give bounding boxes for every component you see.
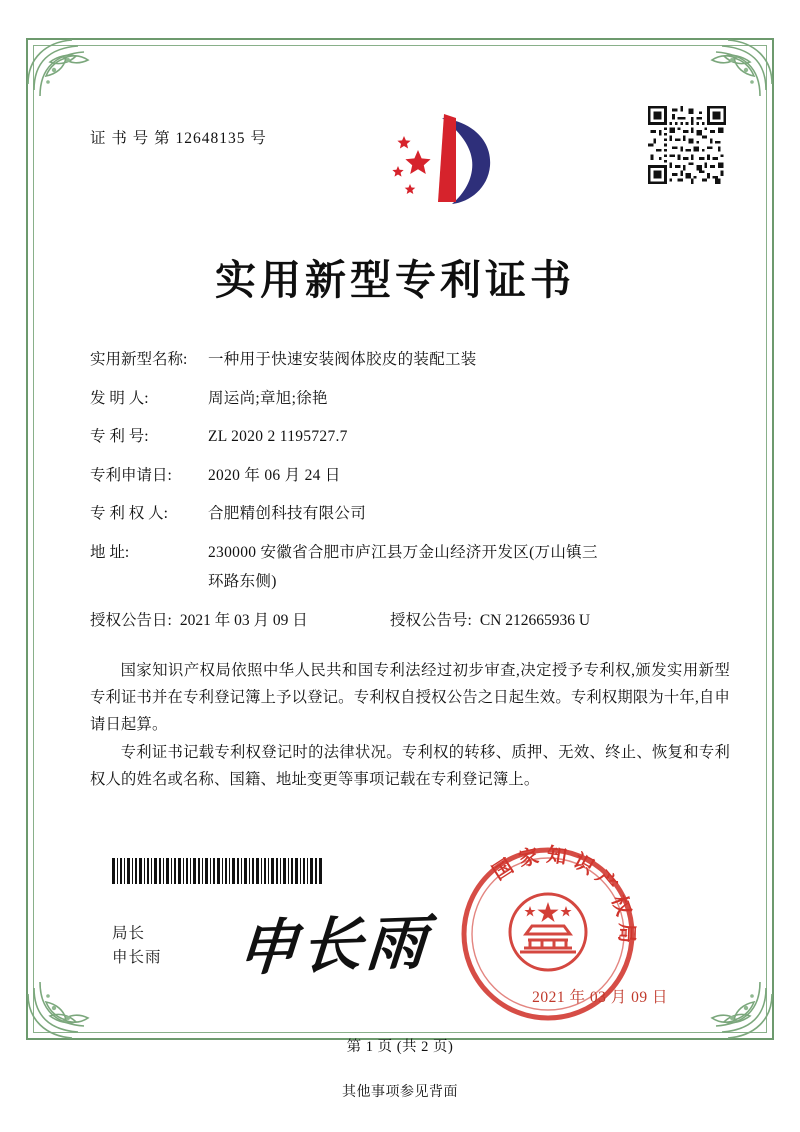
- qr-code-icon: [648, 106, 726, 189]
- field-label: 地 址:: [90, 543, 130, 561]
- field-list: [90, 352, 730, 628]
- paragraph-2: 专利证书记载专利权登记时的法律状况。专利权的转移、质押、无效、终止、恢复和专利权人的姓名或名称、国籍、地址变更等事项记载在专利登记簿上。: [90, 744, 730, 789]
- field-application-date: [90, 468, 730, 484]
- seal-date: 2021 年 03 月 09 日: [532, 989, 668, 1006]
- grant-date-value: 2021 年 03 月 09 日: [179, 611, 308, 629]
- field-address: [90, 545, 730, 590]
- field-value: 周运尚;章旭;徐艳: [208, 389, 328, 407]
- grant-number-value: CN 212665936 U: [479, 611, 591, 629]
- field-value: 2020 年 06 月 24 日: [208, 466, 341, 484]
- director-role-label: 局长: [112, 925, 146, 942]
- address-line-1: 230000 安徽省合肥市庐江县万金山经济开发区(万山镇三: [208, 543, 598, 561]
- address-line-2: 环路东侧): [208, 573, 277, 590]
- field-utility-model-name: [90, 352, 730, 368]
- page-number: 第 1 页 (共 2 页): [346, 1039, 454, 1055]
- field-value: 合肥精创科技有限公司: [208, 505, 367, 522]
- field-label: 专利申请日:: [90, 466, 172, 484]
- legal-text: [90, 658, 730, 794]
- cnipa-logo-icon: [382, 106, 502, 221]
- field-value: ZL 2020 2 1195727.7: [208, 428, 348, 445]
- field-value: [208, 545, 730, 590]
- certificate-content: [90, 110, 730, 796]
- handwritten-signature: 申长雨: [234, 907, 433, 985]
- director-block: [112, 922, 162, 970]
- field-label: 发 明 人:: [90, 389, 149, 407]
- certificate-number: 证 书 号 第 12648135 号: [90, 130, 267, 147]
- director-name: 申长雨: [112, 949, 162, 967]
- svg-text:国家知识产权局: 国家知识产权局: [487, 842, 640, 950]
- field-value: 一种用于快速安装阀体胶皮的装配工装: [208, 351, 477, 368]
- page-title: 实用新型专利证书: [215, 256, 575, 304]
- header-row: [90, 110, 730, 221]
- footer-note: 其他事项参见背面: [342, 1085, 458, 1100]
- grant-number-label: 授权公告号:: [390, 611, 472, 629]
- field-patentee: [90, 506, 730, 522]
- field-grant-row: [90, 613, 730, 629]
- paragraph-1: 国家知识产权局依照中华人民共和国专利法经过初步审查,决定授予专利权,颁发实用新型专利证书并在专利登记簿上予以登记。专利权自授权公告之日起生效。专利权期限为十年,自申请日起算。: [90, 662, 730, 733]
- field-inventors: [90, 391, 730, 407]
- barcode-icon: [112, 858, 322, 884]
- grant-date-label: 授权公告日:: [90, 611, 172, 629]
- field-label: 专 利 号:: [90, 428, 149, 445]
- field-patent-number: [90, 429, 730, 445]
- field-label: 专 利 权 人:: [90, 505, 168, 522]
- field-label: 实用新型名称:: [90, 351, 188, 368]
